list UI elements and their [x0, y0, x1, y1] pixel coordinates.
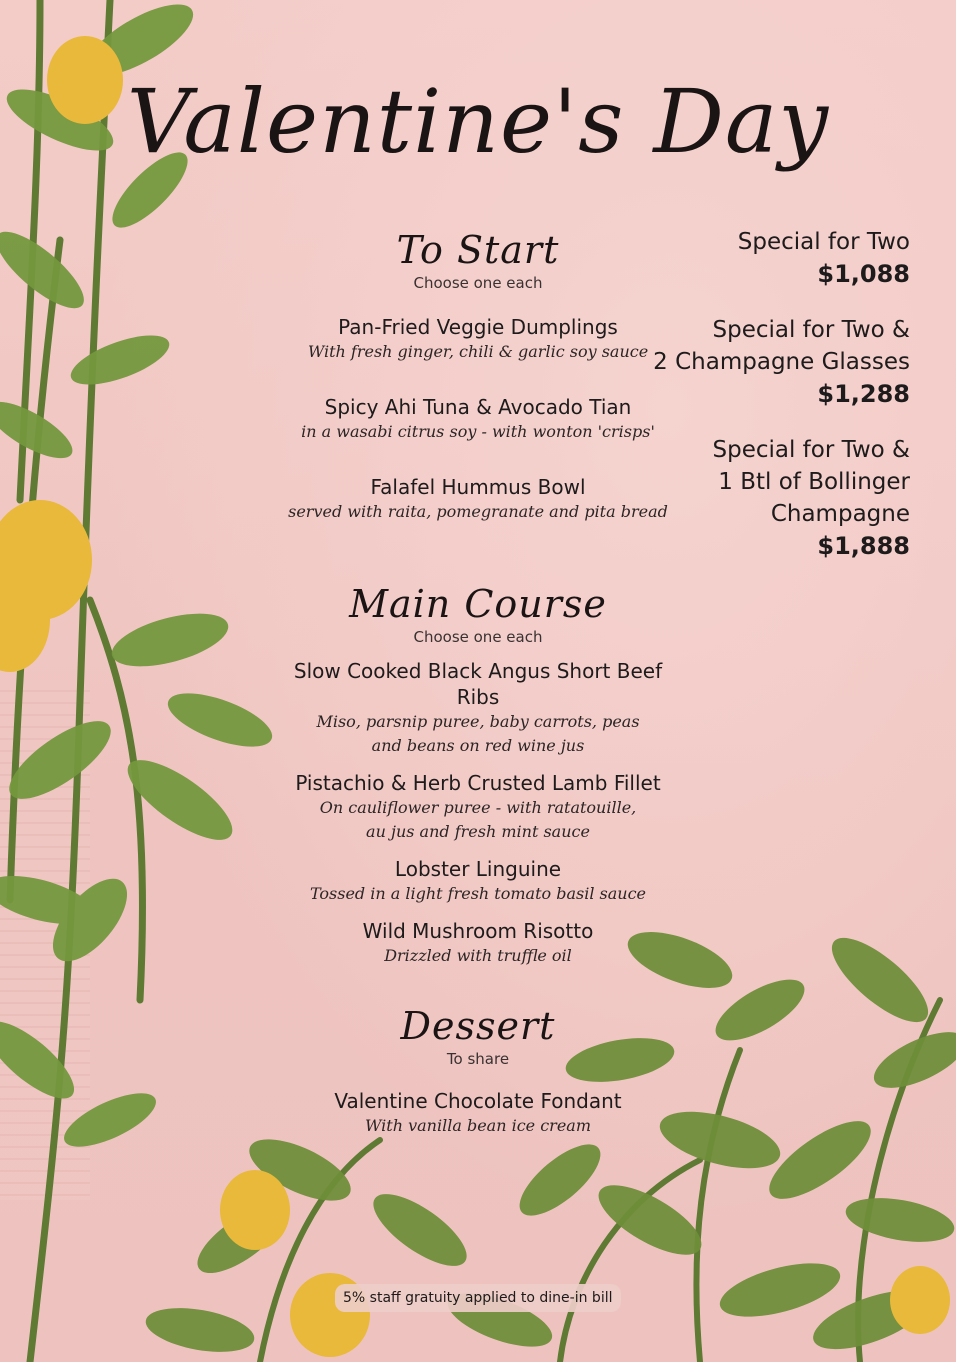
special-price: $1,088: [817, 260, 910, 288]
item-description: in a wasabi citrus soy - with wonton 'crisps': [301, 422, 655, 441]
item-description: Miso, parsnip puree, baby carrots, peas: [316, 712, 640, 731]
item-description: au jus and fresh mint sauce: [366, 822, 590, 841]
menu-item: [278, 658, 678, 758]
special-label: 2 Champagne Glasses: [653, 349, 910, 375]
item-description: With fresh ginger, chili & garlic soy sauce: [307, 342, 649, 361]
starters-heading: To Start: [396, 228, 560, 272]
item-name: Slow Cooked Black Angus Short Beef Ribs: [293, 659, 663, 709]
special-label: 1 Btl of Bollinger: [718, 469, 910, 495]
specials-panel: [610, 226, 910, 586]
item-description: On cauliflower puree - with ratatouille,: [319, 798, 637, 817]
special-label: Special for Two: [737, 229, 910, 255]
item-name: Pan-Fried Veggie Dumplings: [338, 315, 618, 339]
item-description: Drizzled with truffle oil: [384, 946, 572, 965]
item-description: served with raita, pomegranate and pita bread: [288, 502, 668, 521]
item-name: Lobster Linguine: [394, 857, 562, 881]
item-name: Valentine Chocolate Fondant: [334, 1089, 622, 1113]
special-label: Special for Two &: [712, 317, 910, 343]
special-offer: [610, 226, 910, 290]
menu-item: [278, 1088, 678, 1138]
special-label: Champagne: [770, 501, 910, 527]
special-offer: [610, 434, 910, 562]
dessert-section: [278, 1004, 678, 1138]
item-name: Wild Mushroom Risotto: [362, 919, 594, 943]
mains-heading: Main Course: [349, 582, 607, 626]
menu-item: [278, 918, 678, 968]
special-price: $1,288: [817, 380, 910, 408]
special-price: $1,888: [817, 532, 910, 560]
item-name: Falafel Hummus Bowl: [370, 475, 586, 499]
menu-item: [278, 856, 678, 906]
mains-section: [278, 582, 678, 968]
special-label: Special for Two &: [712, 437, 910, 463]
special-offer: [610, 314, 910, 410]
item-name: Spicy Ahi Tuna & Avocado Tian: [324, 395, 632, 419]
mains-subheading: Choose one each: [413, 628, 543, 646]
menu-title: Valentine's Day: [126, 70, 830, 173]
item-description: With vanilla bean ice cream: [364, 1116, 592, 1135]
menu-item: [278, 770, 678, 844]
starters-subheading: Choose one each: [413, 274, 543, 292]
dessert-heading: Dessert: [400, 1004, 556, 1048]
item-description: Tossed in a light fresh tomato basil sauce: [309, 884, 647, 903]
item-name: Pistachio & Herb Crusted Lamb Fillet: [295, 771, 661, 795]
item-description: and beans on red wine jus: [371, 736, 585, 755]
dessert-subheading: To share: [446, 1050, 510, 1068]
gratuity-note: 5% staff gratuity applied to dine-in bill: [335, 1284, 621, 1312]
